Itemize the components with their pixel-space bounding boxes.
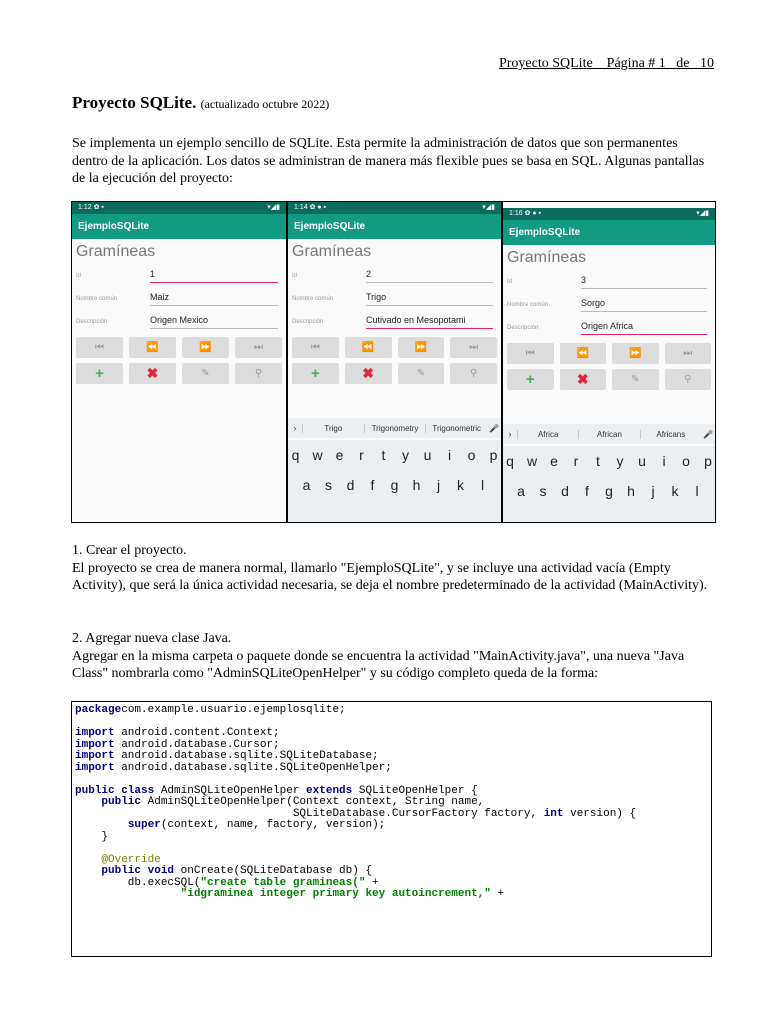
suggestion-item[interactable]: Africans	[640, 430, 701, 439]
key[interactable]: i	[662, 453, 666, 469]
status-bar: 1:12 ✿ ▪ ▾◢▮	[72, 202, 286, 214]
code-line: }	[75, 830, 109, 843]
step-1-body: El proyecto se crea de manera normal, llamarlo "EjemploSQLite", y se incluye una actividad vacía (Empty Activity), que será la única actividad necesaria, se deja el nombre predeterminado de la actividad (MainActivity).	[72, 560, 708, 593]
key[interactable]: a	[517, 483, 525, 499]
next-icon[interactable]: ⏩	[398, 337, 445, 358]
key[interactable]: w	[526, 453, 538, 469]
key[interactable]: k	[671, 483, 679, 499]
last-icon[interactable]: ⏭	[235, 337, 282, 358]
key[interactable]: w	[312, 447, 323, 463]
chevron-right-icon[interactable]: ›	[508, 429, 512, 439]
desc-field[interactable]: Origen Africa	[581, 321, 707, 335]
desc-field[interactable]: Cutivado en Mesopotami	[366, 315, 493, 329]
key[interactable]: h	[627, 483, 635, 499]
key[interactable]: g	[390, 477, 399, 493]
key[interactable]: d	[561, 483, 569, 499]
key[interactable]: f	[370, 477, 375, 493]
name-label: Nombre común	[292, 296, 334, 302]
key[interactable]: g	[605, 483, 613, 499]
code-line: @Override	[75, 853, 161, 866]
screen-heading: Gramíneas	[76, 243, 156, 260]
step-1	[72, 542, 712, 595]
previous-icon[interactable]: ⏪	[129, 337, 176, 358]
key[interactable]: a	[302, 477, 311, 493]
last-icon[interactable]: ⏭	[450, 337, 497, 358]
step-2-body: Agregar en la misma carpeta o paquete donde se encuentra la actividad "MainActivity.java", una nueva "Java Class" nombrarla como "AdminSQLiteOpenHelper" y su código completo queda de la forma:	[72, 648, 685, 681]
intro-paragraph: Se implementa un ejemplo sencillo de SQLite. Esta permite la administración de datos que son permanentes dentro de la aplicación. Los datos se administran de manera más flexible pues se basa en SQL. Algunas pantallas de la ejecución del proyecto:	[72, 136, 705, 186]
title-main: Proyecto SQLite.	[72, 93, 197, 112]
key[interactable]: e	[550, 453, 558, 469]
key[interactable]: u	[423, 447, 432, 463]
key[interactable]: q	[291, 447, 300, 463]
id-label: Id	[507, 279, 513, 285]
key[interactable]: j	[651, 483, 655, 499]
suggestion-bar	[503, 424, 715, 444]
desc-label: Descripción	[76, 319, 108, 325]
key[interactable]: i	[447, 447, 452, 463]
keyboard-row-2	[503, 476, 715, 506]
key[interactable]: o	[467, 447, 476, 463]
delete-icon[interactable]: ✖	[129, 363, 176, 384]
code-line: SQLiteDatabase.CursorFactory factory, int version) {	[75, 807, 637, 820]
suggestion-bar	[288, 418, 501, 438]
edit-pencil-icon[interactable]: ✎	[182, 363, 229, 384]
desc-field[interactable]: Origen Mexico	[150, 315, 278, 329]
id-field[interactable]: 1	[150, 269, 278, 283]
delete-icon[interactable]: ✖	[560, 369, 607, 390]
first-icon[interactable]: ⏮	[507, 343, 554, 364]
suggestion-item[interactable]: African	[578, 430, 639, 439]
key[interactable]: s	[325, 477, 332, 493]
app-bar-title: EjemploSQLite	[288, 214, 501, 239]
phone-screen-1	[72, 202, 286, 522]
key[interactable]: r	[359, 447, 364, 463]
edit-pencil-icon[interactable]: ✎	[398, 363, 445, 384]
code-listing	[71, 701, 712, 957]
code-line: public class AdminSQLiteOpenHelper extends SQLiteOpenHelper {	[75, 784, 478, 797]
key[interactable]: d	[346, 477, 355, 493]
add-icon[interactable]: +	[292, 363, 339, 384]
key[interactable]: t	[596, 453, 600, 469]
key[interactable]: u	[638, 453, 646, 469]
search-icon[interactable]: ⚲	[665, 369, 712, 390]
id-label: Id	[76, 273, 82, 279]
status-bar: 1:14 ✿ ● ▪ ▾◢▮	[288, 202, 501, 214]
code-line: public void onCreate(SQLiteDatabase db) {	[101, 865, 373, 877]
key[interactable]: f	[585, 483, 589, 499]
code-line: "idgraminea integer primary key autoincrement," +	[180, 888, 505, 900]
app-bar-title: EjemploSQLite	[72, 214, 286, 239]
delete-icon[interactable]: ✖	[345, 363, 392, 384]
chevron-right-icon[interactable]: ›	[293, 423, 297, 433]
previous-icon[interactable]: ⏪	[345, 337, 392, 358]
key[interactable]: h	[412, 477, 421, 493]
key[interactable]: e	[335, 447, 344, 463]
page-title	[72, 93, 329, 113]
suggestion-item[interactable]: Trigonometric	[425, 424, 487, 433]
suggestion-item[interactable]: Trigonometry	[364, 424, 426, 433]
screen-heading: Gramíneas	[507, 249, 587, 266]
keyboard-row-1	[288, 440, 501, 470]
keyboard	[503, 446, 715, 522]
signal-battery-icon: ▾◢▮	[482, 204, 495, 211]
search-icon[interactable]: ⚲	[450, 363, 497, 384]
screenshots-strip	[71, 201, 716, 523]
code-line: packagecom.example.usuario.ejemplosqlite;	[75, 704, 346, 716]
key[interactable]: y	[616, 453, 624, 469]
code-line: public AdminSQLiteOpenHelper(Context context, String name,	[101, 796, 485, 808]
code-line: import android.content.Context;	[75, 727, 280, 739]
key[interactable]: y	[402, 447, 409, 463]
key[interactable]: s	[539, 483, 547, 499]
edit-pencil-icon[interactable]: ✎	[612, 369, 659, 390]
keyboard	[288, 440, 501, 522]
code-line: db.execSQL("create table gramineas(" +	[75, 876, 379, 889]
next-icon[interactable]: ⏩	[182, 337, 229, 358]
suggestion-item[interactable]: Trigo	[302, 424, 364, 433]
previous-icon[interactable]: ⏪	[560, 343, 607, 364]
add-icon[interactable]: +	[76, 363, 123, 384]
name-field[interactable]: Trigo	[366, 292, 493, 306]
key[interactable]: l	[480, 477, 485, 493]
code-line: import android.database.Cursor;	[75, 738, 280, 751]
first-icon[interactable]: ⏮	[292, 337, 339, 358]
key[interactable]: l	[695, 483, 699, 499]
code-line: super(context, name, factory, version);	[127, 819, 386, 831]
page-header: Proyecto SQLite Página # 1 de 10	[498, 56, 714, 71]
name-field[interactable]: Maiz	[150, 292, 278, 306]
code-line: import android.database.sqlite.SQLiteDatabase;	[75, 750, 379, 762]
key[interactable]: j	[436, 477, 441, 493]
microphone-icon[interactable]: 🎤	[703, 429, 713, 439]
add-icon[interactable]: +	[507, 369, 554, 390]
key[interactable]: o	[682, 453, 690, 469]
phone-screen-3	[501, 202, 715, 522]
id-label: Id	[292, 273, 298, 279]
key[interactable]: k	[457, 477, 464, 493]
last-icon[interactable]: ⏭	[665, 343, 712, 364]
microphone-icon[interactable]: 🎤	[489, 423, 499, 433]
keyboard-row-1	[503, 446, 715, 476]
code-line	[75, 843, 711, 855]
id-field[interactable]: 2	[366, 269, 493, 283]
search-icon[interactable]: ⚲	[235, 363, 282, 384]
app-bar-title: EjemploSQLite	[503, 220, 715, 245]
key[interactable]: q	[506, 453, 514, 469]
signal-battery-icon: ▾◢▮	[696, 210, 709, 217]
step-2	[72, 630, 712, 683]
signal-battery-icon: ▾◢▮	[267, 204, 280, 211]
next-icon[interactable]: ⏩	[612, 343, 659, 364]
title-note: (actualizado octubre 2022)	[200, 97, 330, 111]
screen-heading: Gramíneas	[292, 243, 372, 260]
name-label: Nombre común	[76, 296, 118, 302]
key[interactable]: p	[489, 447, 498, 463]
suggestion-item[interactable]: Africa	[517, 430, 578, 439]
id-field[interactable]: 3	[581, 275, 707, 289]
desc-label: Descripción	[292, 319, 324, 325]
phone-screen-2	[286, 202, 501, 522]
name-label: Nombre común	[507, 302, 549, 308]
keyboard-row-2	[288, 470, 501, 500]
key[interactable]: p	[704, 453, 712, 469]
key[interactable]: t	[381, 447, 386, 463]
status-bar: 1:16 ✿ ● ▪ ▾◢▮	[503, 208, 715, 220]
step-1-heading: 1. Crear el proyecto.	[72, 543, 187, 558]
key[interactable]: r	[573, 453, 579, 469]
name-field[interactable]: Sorgo	[581, 298, 707, 312]
step-2-heading: 2. Agregar nueva clase Java.	[72, 631, 232, 646]
code-line: import android.database.sqlite.SQLiteOpenHelper;	[75, 761, 392, 774]
desc-label: Descripción	[507, 325, 539, 331]
first-icon[interactable]: ⏮	[76, 337, 123, 358]
